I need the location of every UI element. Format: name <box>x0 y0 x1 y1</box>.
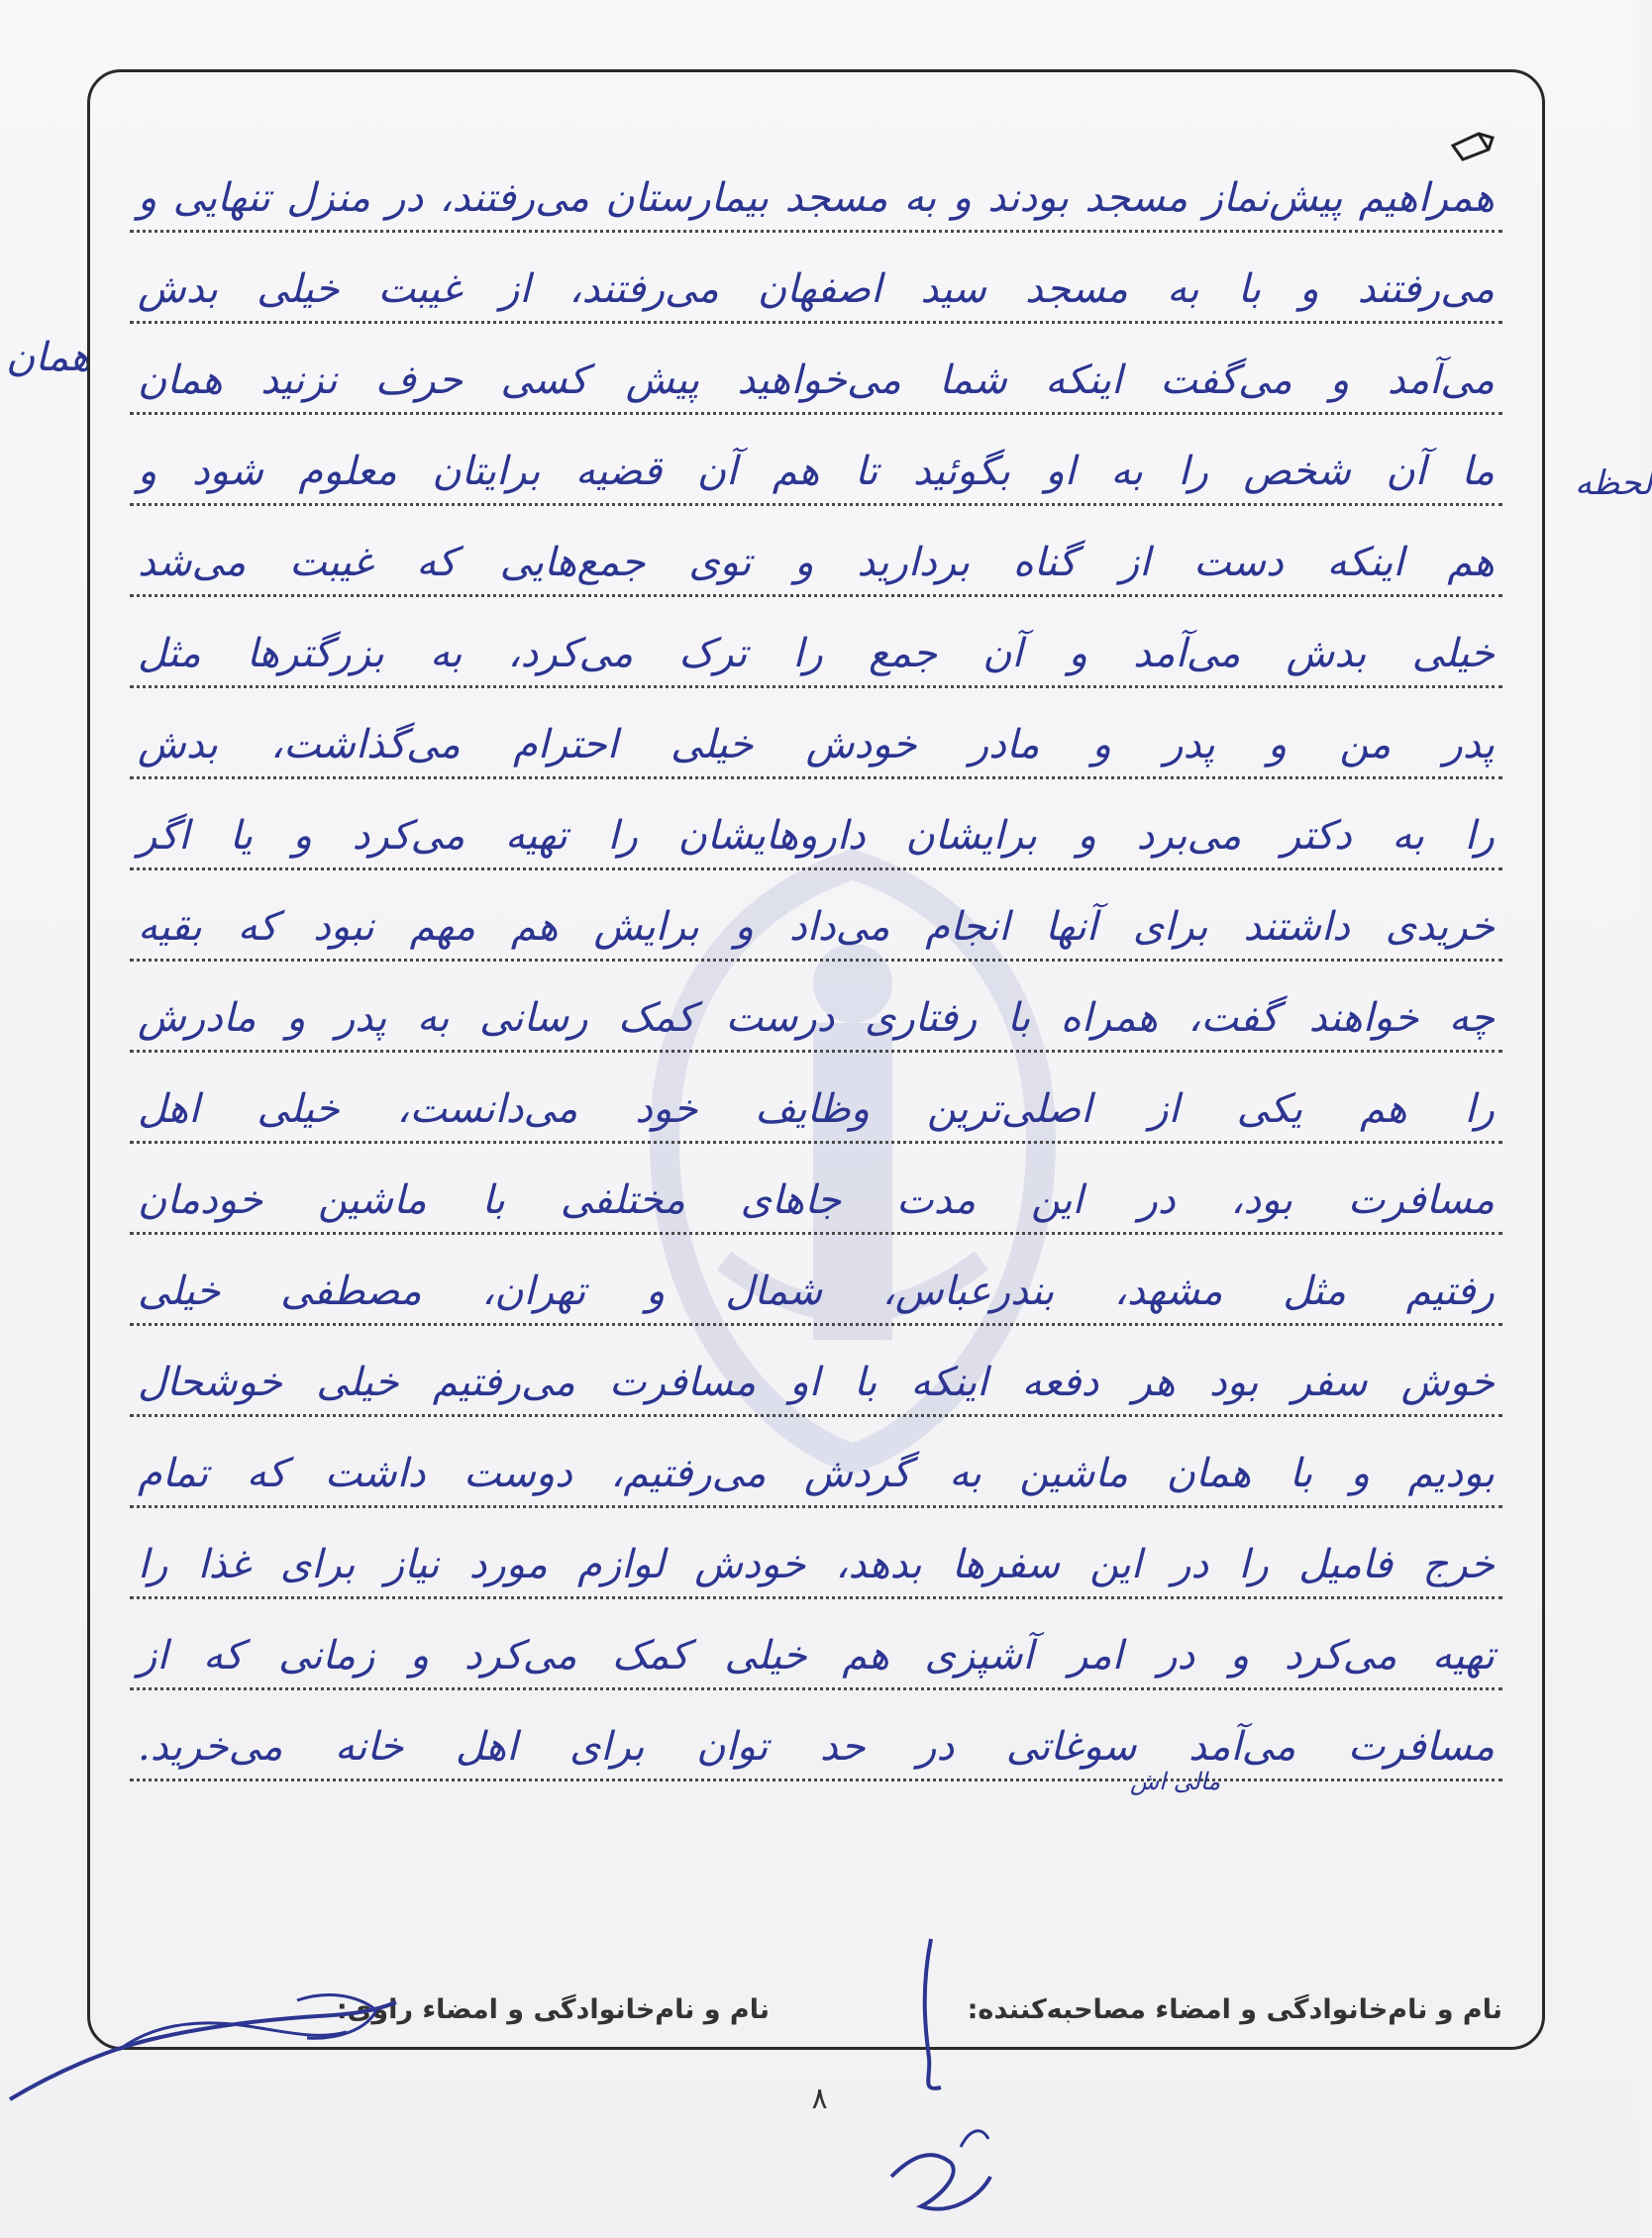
text-line-5 <box>130 506 1502 597</box>
line-text-9: خریدی داشتند برای آنها انجام می‌داد و برایش هم مهم نبود که بقیه <box>138 904 1495 950</box>
text-line-15 <box>130 1417 1502 1508</box>
writing-lines <box>130 72 1502 2047</box>
text-line-1 <box>130 142 1502 233</box>
line-text-1: همراهیم پیش‌نماز مسجد بودند و به مسجد بیمارستان می‌رفتند، در منزل تنهایی و <box>138 175 1495 221</box>
text-line-3 <box>130 324 1502 415</box>
interviewer-signature <box>872 1929 1010 2226</box>
line-text-5: هم اینکه دست از گناه بردارید و توی جمع‌هایی که غیبت می‌شد <box>138 540 1495 585</box>
line-text-18: مسافرت می‌آمد سوغاتی در حد توان برای اهل خانه می‌خرید. <box>138 1724 1496 1770</box>
text-line-13 <box>130 1235 1502 1326</box>
line-text-10: چه خواهند گفت، همراه با رفتاری درست کمک رسانی به پدر و مادرش <box>138 995 1495 1041</box>
text-line-2 <box>130 233 1502 324</box>
line-text-6: خیلی بدش می‌آمد و آن جمع را ترک می‌کرد، به بزرگترها مثل <box>138 631 1495 676</box>
line-text-2: می‌رفتند و با به مسجد سید اصفهان می‌رفتند، از غیبت خیلی بدش <box>138 266 1495 312</box>
text-line-17 <box>130 1599 1502 1690</box>
line-text-15: بودیم و با همان ماشین به گردش می‌رفتیم، دوست داشت که تمام <box>138 1451 1495 1496</box>
text-line-12 <box>130 1144 1502 1235</box>
line-text-8: را به دکتر می‌برد و برایشان داروهایشان را تهیه می‌کرد و یا اگر <box>138 813 1495 859</box>
line-text-4: ما آن شخص را به او بگوئید تا هم آن قضیه برایتان معلوم شود و <box>138 449 1495 494</box>
text-line-9 <box>130 870 1502 962</box>
text-line-4 <box>130 415 1502 506</box>
text-line-10 <box>130 962 1502 1053</box>
margin-note-1: همان <box>6 335 91 380</box>
narrator-signature-label: نام و نام‌خانوادگی و امضاء راوی: <box>336 1994 770 2025</box>
line-text-11: را هم یکی از اصلی‌ترین وظایف خود می‌دانست، خیلی اهل <box>138 1086 1496 1132</box>
line-text-13: رفتیم مثل مشهد، بندرعباس، شمال و تهران، مصطفی خیلی <box>138 1269 1495 1314</box>
line-text-7: پدر من و پدر و مادر خودش خیلی احترام می‌گذاشت، بدش <box>138 722 1495 767</box>
interviewer-signature-label: نام و نام‌خانوادگی و امضاء مصاحبه‌کننده: <box>967 1994 1502 2025</box>
text-line-18 <box>130 1690 1502 1781</box>
text-line-11 <box>130 1053 1502 1144</box>
text-line-8 <box>130 779 1502 870</box>
line-text-3: می‌آمد و می‌گفت اینکه شما می‌خواهید پیش کسی حرف نزنید همان <box>138 357 1495 403</box>
line-text-16: خرج فامیل را در این سفرها بدهد، خودش لوازم مورد نیاز برای غذا را <box>138 1542 1496 1587</box>
text-line-16 <box>130 1508 1502 1599</box>
text-line-6 <box>130 597 1502 688</box>
form-frame <box>87 69 1545 2050</box>
text-line-14 <box>130 1326 1502 1417</box>
line-text-14: خوش سفر بود هر دفعه اینکه با او مسافرت می‌رفتیم خیلی خوشحال <box>138 1360 1495 1405</box>
margin-note-above-last-line: مالی اش <box>1130 1768 1221 1795</box>
line-text-17: تهیه می‌کرد و در امر آشپزی هم خیلی کمک می‌کرد و زمانی که از <box>138 1633 1495 1678</box>
margin-note-2: لحظه <box>1575 463 1652 503</box>
line-text-12: مسافرت بود، در این مدت جاهای مختلفی با ماشین خودمان <box>138 1177 1495 1223</box>
page-number: ۸ <box>811 2082 828 2116</box>
text-line-7 <box>130 688 1502 779</box>
